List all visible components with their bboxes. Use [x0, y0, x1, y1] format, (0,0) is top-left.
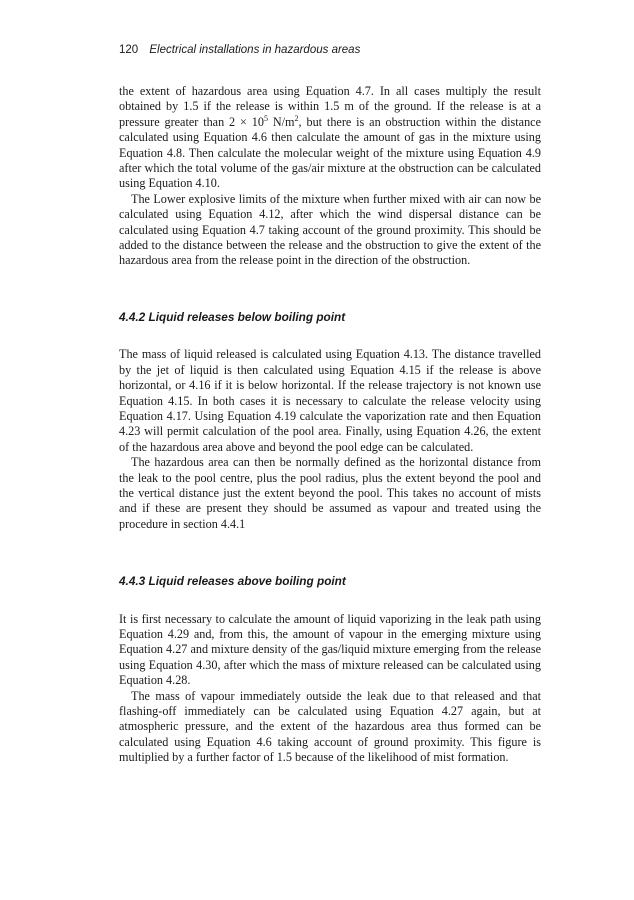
intro-text-a: the extent of hazardous area using Equation 4.7. In all cases multiply the result obtained by 1.5 if the release is within 1.5 m of the ground. If the release is at a pressure greater than 2 × 10 [119, 84, 541, 129]
section-4-4-3-paragraph-2: The mass of vapour immediately outside the leak due to that released and that flashing-off immediately can be calculated using Equation 4.27 again, but at atmospheric pressure, and the extent of the hazardous area thus formed can be calculated using Equation 4.6 taking account of ground proximity. This figure is multiplied by a further factor of 1.5 because of the likelihood of mist formation. [119, 688, 541, 765]
page-number: 120 [119, 44, 139, 56]
book-title: Electrical installations in hazardous areas [149, 44, 361, 56]
exponent-5: 5 [263, 113, 268, 123]
intro-paragraph-2: The Lower explosive limits of the mixture when further mixed with air can now be calculated using Equation 4.12, after which the wind dispersal distance can be calculated using Equation 4.7 taking account of the ground proximity. This should be added to the distance between the release and the obstruction to give the extent of the hazardous area from the release point in the direction of the obstruction. [119, 191, 541, 268]
intro-text-b: N/m [267, 114, 295, 129]
section-4-4-2-paragraph-1: The mass of liquid released is calculated using Equation 4.13. The distance travelled by the jet of liquid is then calculated using Equation 4.15 if the release is above horizontal, or 4.16 if it is below horizontal. If the release trajectory is not known use Equation 4.15. In both cases it is necessary to calculate the release velocity using Equation 4.17. Using Equation 4.19 calculate the vaporization rate and then Equation 4.23 will permit calculation of the pool area. Finally, using Equation 4.26, the extent of the hazardous area above and beyond the pool edge can be calculated. [119, 347, 541, 454]
section-4-4-3-paragraph-1: It is first necessary to calculate the amount of liquid vaporizing in the leak path using Equation 4.29 and, from this, the amount of vapour in the emerging mixture using Equation 4.27 and mixture density of the gas/liquid mixture emerging from the release using Equation 4.30, after which the mass of mixture released can be calculated using Equation 4.28. [119, 611, 541, 688]
section-heading-4-4-2: 4.4.2 Liquid releases below boiling point [119, 309, 346, 324]
intro-text-c: , but there is an obstruction within the distance calculated using Equation 4.6 then calculate the amount of gas in the mixture using Equation 4.8. Then calculate the molecular weight of the mixture using Equation 4.9 after which the total volume of the gas/air mixture at the obstruction can be calculated using Equation 4.10. [119, 114, 542, 191]
exponent-2: 2 [294, 113, 299, 123]
section-heading-4-4-3: 4.4.3 Liquid releases above boiling point [119, 574, 346, 589]
running-header [119, 44, 539, 56]
page-body [119, 84, 541, 766]
section-4-4-2-paragraph-2: The hazardous area can then be normally defined as the horizontal distance from the leak to the pool centre, plus the pool radius, plus the extent beyond the pool and the vertical distance just the extent beyond the pool. This takes no account of mists and if these are present they should be assumed as vapour and treated using the procedure in section 4.4.1 [119, 455, 541, 531]
intro-paragraph-1 [119, 84, 541, 192]
